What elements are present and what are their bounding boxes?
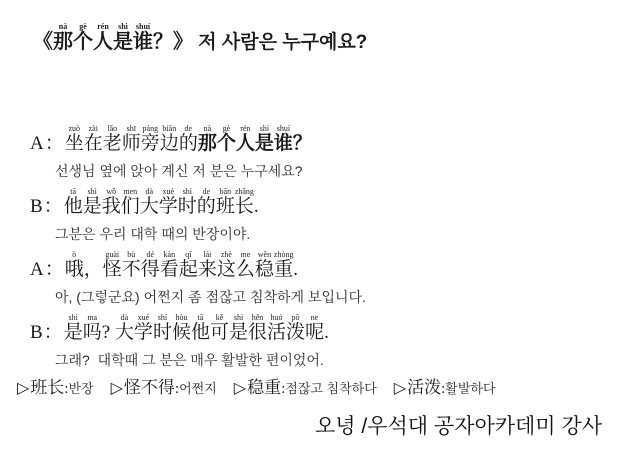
- triangle-marker-icon: ▷: [17, 380, 30, 397]
- hanzi-line: [30, 250, 630, 287]
- korean-translation: 그분은 우리 대학 때의 반장이야.: [55, 226, 251, 242]
- title-open-bracket: 《: [33, 31, 53, 53]
- vocab-term: 怪不得: [123, 378, 175, 397]
- vocab-definition: 어쩐지: [179, 381, 217, 396]
- dialog-line-b1: [30, 187, 630, 244]
- vocab-term: 稳重: [247, 378, 282, 397]
- hanzi-line: [30, 187, 630, 224]
- vocab-item-banzhang: [17, 380, 94, 397]
- title-hanzi-with-pinyin: 那nà个gè人rén是shì谁shuí: [53, 22, 153, 53]
- hanzi-line: [30, 124, 630, 161]
- speaker-label: B：: [30, 196, 64, 217]
- hanzi-text-with-pinyin: 哦ò，怪guài不bù得dé看kàn起qǐ来lái这zhè么me稳wěn重zhòng.: [64, 250, 298, 280]
- speaker-label: A：: [30, 133, 65, 154]
- dialog-line-b2: [30, 313, 630, 370]
- hanzi-text-with-pinyin: 坐zuò在zài老lǎo师shī旁páng边biān的de那nà个gè人rén是shì谁shuí？: [64, 124, 312, 154]
- vocab-separator: :: [174, 381, 180, 397]
- dialog-line-a2: [30, 250, 630, 307]
- credit-line: 오녕 /우석대 공자아카데미 강사: [314, 415, 602, 438]
- korean-translation: 선생님 옆에 앉아 계신 저 분은 누구세요?: [55, 163, 303, 179]
- vocab-term: 班长: [30, 378, 65, 397]
- speaker-label: B：: [30, 322, 64, 343]
- vocab-list: [17, 376, 630, 401]
- vocab-definition: 점잖고 침착하다: [285, 381, 377, 396]
- vocab-definition: 활발하다: [445, 381, 496, 396]
- hanzi-text-with-pinyin: 是shì吗ma? 大dà学xué时shí候hòu他tā可kě是shì很hěn活huó泼pō呢ne.: [63, 313, 329, 343]
- triangle-marker-icon: ▷: [110, 380, 123, 397]
- vocab-item-guaibude: [111, 380, 217, 397]
- korean-translation: 아, (그렇군요) 어쩐지 좀 점잖고 침착하게 보입니다.: [55, 289, 366, 305]
- hanzi-text-with-pinyin: 他tā是shì我wǒ们men大dà学xué时shí的de班bān长zhǎng.: [63, 187, 259, 217]
- triangle-marker-icon: ▷: [393, 380, 407, 397]
- hanzi-line: [30, 313, 630, 350]
- vocab-item-wenzhong: [234, 380, 377, 397]
- vocab-separator: :: [441, 381, 446, 397]
- title-korean: 저 사람은 누구예요?: [193, 32, 368, 53]
- vocab-item-huopo: [394, 380, 496, 397]
- vocab-definition: 반장: [68, 381, 94, 396]
- vocab-term: 活泼: [407, 378, 442, 397]
- triangle-marker-icon: ▷: [233, 380, 247, 397]
- speaker-label: A：: [30, 259, 65, 280]
- vocab-separator: :: [64, 381, 69, 397]
- korean-translation: 그래? 대학때 그 분은 매우 활발한 편이었어.: [55, 352, 324, 368]
- dialog-section: [30, 124, 630, 370]
- lesson-title: [33, 22, 630, 62]
- dialog-line-a1: [30, 124, 630, 181]
- title-close-bracket: ？》: [153, 31, 193, 53]
- vocab-separator: :: [281, 381, 286, 397]
